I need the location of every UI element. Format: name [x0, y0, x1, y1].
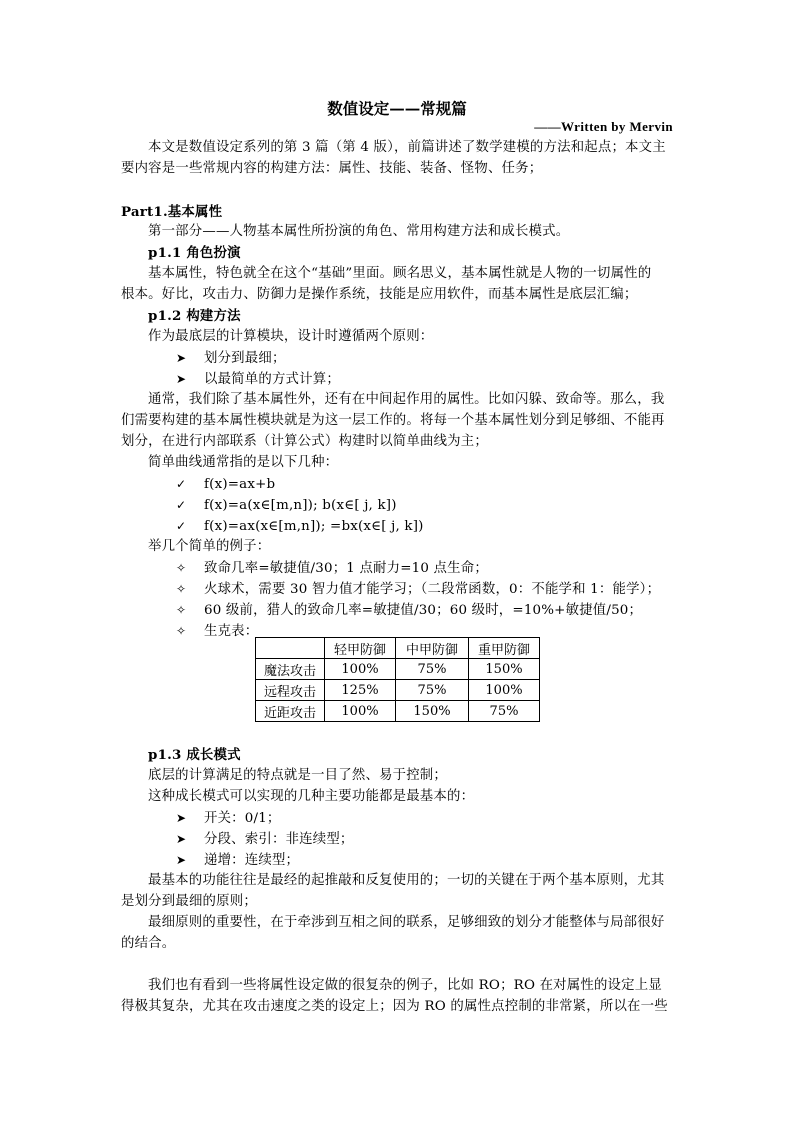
p13-body3-line-1: 我们也有看到一些将属性设定做的很复杂的例子，比如 RO；RO 在对属性的设定上显: [148, 978, 662, 993]
arrow-bullet-icon: ➤: [176, 811, 187, 825]
part1-summary: 第一部分——人物基本属性所扮演的角色、常用构建方法和成长模式。: [148, 224, 570, 239]
example-item-4: ✧ 生克表：: [176, 624, 259, 639]
p11-heading: p1.1 角色扮演: [148, 245, 241, 261]
table-header-row: [256, 638, 540, 659]
counter-table: [255, 637, 540, 722]
table-cell: 75%: [396, 659, 469, 680]
table-header-cell: 中甲防御: [396, 638, 469, 659]
table-header-cell: 轻甲防御: [325, 638, 396, 659]
p13-bullet-1: ➤ 开关：0/1；: [176, 811, 281, 826]
curve-item-3: ✓ f(x)=ax(x∈[m,n]); =bx(x∈[ j, k]): [176, 519, 424, 534]
table-row: [256, 659, 540, 680]
table-cell: 75%: [396, 680, 469, 701]
p11-line-1: 基本属性，特色就全在这个“基础”里面。顾名思义，基本属性就是人物的一切属性的: [148, 266, 652, 281]
table-header-cell: 重甲防御: [469, 638, 540, 659]
p13-body2-line-2: 的结合。: [121, 936, 176, 951]
table-row-label: 远程攻击: [256, 680, 325, 701]
p12-example-lead: 举几个简单的例子：: [148, 539, 271, 554]
p13-bullet-3: ➤ 递增：连续型；: [176, 853, 300, 868]
p12-heading: p1.2 构建方法: [148, 308, 241, 324]
p13-body2-line-1: 最细原则的重要性，在于牵涉到互相之间的联系，足够细致的划分才能整体与局部很好: [148, 915, 665, 930]
p12-bullet-1: ➤ 划分到最细；: [176, 351, 286, 366]
table-row-label: 魔法攻击: [256, 659, 325, 680]
author-line: ——Written by Mervin: [534, 119, 673, 134]
p13-line-2: 这种成长模式可以实现的几种主要功能都是最基本的：: [148, 789, 475, 804]
table-row-label: 近距攻击: [256, 701, 325, 722]
curve-item-2: ✓ f(x)=a(x∈[m,n]); b(x∈[ j, k]): [176, 498, 397, 513]
diamond-bullet-icon: ✧: [176, 582, 187, 596]
diamond-bullet-icon: ✧: [176, 561, 187, 575]
curve-item-1: ✓ f(x)=ax+b: [176, 477, 276, 492]
table-row: [256, 701, 540, 722]
diamond-bullet-icon: ✧: [176, 624, 187, 638]
p12-body-1: 通常，我们除了基本属性外，还有在中间起作用的属性。比如闪躲、致命等。那么，我: [148, 392, 665, 407]
table-cell: 150%: [469, 659, 540, 680]
p12-body-3: 划分，在进行内部联系（计算公式）构建时以简单曲线为主；: [121, 434, 488, 449]
intro-line-1: 本文是数值设定系列的第 3 篇（第 4 版），前篇讲述了数学建模的方法和起点；本文主: [148, 140, 666, 155]
p12-bullet-2: ➤ 以最简单的方式计算；: [176, 372, 340, 387]
intro-line-2: 要内容是一些常规内容的构建方法：属性、技能、装备、怪物、任务；: [121, 161, 543, 176]
table-row: [256, 680, 540, 701]
p13-bullet-2: ➤ 分段、索引：非连续型；: [176, 832, 354, 847]
check-bullet-icon: ✓: [176, 498, 187, 512]
table-cell: 100%: [469, 680, 540, 701]
arrow-bullet-icon: ➤: [176, 853, 187, 867]
diamond-bullet-icon: ✧: [176, 603, 187, 617]
example-item-3: ✧ 60 级前，猎人的致命几率=敏捷值/30；60 级时，=10%+敏捷值/50；: [176, 603, 643, 618]
p12-curve-lead: 简单曲线通常指的是以下几种：: [148, 455, 339, 470]
document-title: 数值设定——常规篇: [327, 99, 467, 118]
p13-body1-line-1: 最基本的功能往往是最经的起推敲和反复使用的；一切的关键在于两个基本原则，尤其: [148, 873, 665, 888]
p11-line-2: 根本。好比，攻击力、防御力是操作系统，技能是应用软件，而基本属性是底层汇编；: [121, 287, 638, 302]
table-cell: 150%: [396, 701, 469, 722]
p12-body-2: 们需要构建的基本属性模块就是为这一层工作的。将每一个基本属性划分到足够细、不能再: [121, 413, 665, 428]
p13-line-1: 底层的计算满足的特点就是一目了然、易于控制；: [148, 768, 447, 783]
p13-body3-line-2: 得极其复杂，尤其在攻击速度之类的设定上；因为 RO 的属性点控制的非常紧，所以在一些: [121, 999, 668, 1014]
arrow-bullet-icon: ➤: [176, 832, 187, 846]
table-cell: 125%: [325, 680, 396, 701]
example-item-1: ✧ 致命几率=敏捷值/30；1 点耐力=10 点生命；: [176, 561, 488, 576]
check-bullet-icon: ✓: [176, 519, 187, 533]
table-cell: 75%: [469, 701, 540, 722]
check-bullet-icon: ✓: [176, 477, 187, 491]
arrow-bullet-icon: ➤: [176, 372, 187, 386]
table-cell: 100%: [325, 659, 396, 680]
example-item-2: ✧ 火球术，需要 30 智力值才能学习；（二段常函数，0：不能学和 1：能学）；: [176, 582, 661, 597]
part1-heading: Part1.基本属性: [121, 204, 223, 220]
p12-lead: 作为最底层的计算模块，设计时遵循两个原则：: [148, 329, 434, 344]
p13-heading: p1.3 成长模式: [148, 747, 241, 763]
table-cell: 100%: [325, 701, 396, 722]
p13-body1-line-2: 是划分到最细的原则；: [121, 894, 257, 909]
arrow-bullet-icon: ➤: [176, 351, 187, 365]
table-cell: [256, 638, 325, 659]
